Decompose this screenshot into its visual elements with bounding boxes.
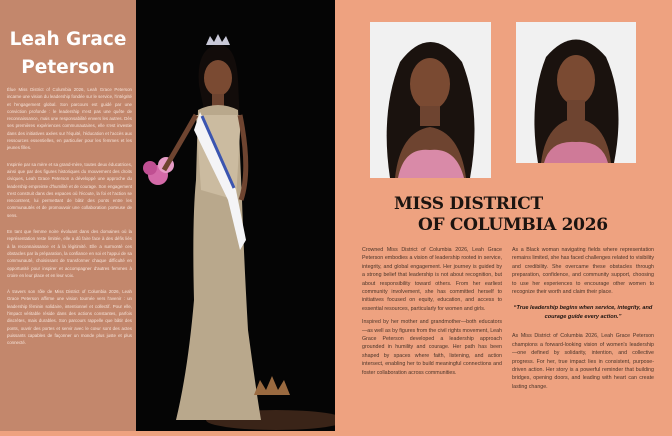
article-paragraph: As Miss District of Columbia 2026, Leah Grace Peterson champions a forward-looking vision of women's leadership—one defined by solidarity, intention, and collective progress. For her, true impact lies in consistent, purpose-driven action. Her story is a powerful reminder that building bridges, opening doors, and leading with heart can create lasting change. [512, 333, 654, 390]
article-column-2 [512, 246, 654, 396]
title-line-1: MISS DISTRICT [394, 194, 543, 214]
pull-quote: “True leadership begins when service, integrity, and courage guide every action.” [513, 305, 653, 321]
bio-paragraph: Élue Miss District of Columbia 2026, Leah Grace Peterson incarne une vision du leadership fondée sur le service, l'intégrité et l'engagement global. Son parcours est guidé par une conviction profonde : le leadership n'est pas une quête de reconnaissance, mais une responsabilité envers les autres. Dès ses premières expériences communautaires, elle s'est investie dans des initiatives axées sur l'équité, l'éducation et l'accès aux ressources essentielles, en particulier pour les femmes et les jeunes filles. [7, 87, 132, 151]
portrait-photo [370, 22, 491, 178]
portrait-photo [516, 22, 636, 163]
article-paragraph: As a Black woman navigating fields where representation remains limited, she has faced challenges related to visibility and credibility. She overcame these obstacles through preparation, confidence, and community support, choosing to use her experiences to encourage other women to recognize their worth and claim their place. [512, 247, 654, 296]
name-heading: Leah Grace Peterson [9, 29, 127, 78]
french-bio [7, 86, 132, 356]
bio-paragraph: À travers son rôle de Miss District of Columbia 2026, Leah Grace Peterson affirme une vision tournée vers l'avenir : un leadership féminin solidaire, intentionnel et collectif. Pour elle, l'impact véritable réside dans des actions constantes, parfois discrètes, mais durables. Son parcours rappelle que bâtir des ponts, ouvrir des portes et servir avec le cœur sont des actes puissants capables de façonner un monde plus juste et plus connecté. [7, 289, 132, 346]
article-paragraph: Crowned Miss District of Columbia 2026, Leah Grace Peterson embodies a vision of leadership rooted in service, integrity, and global engagement. Her journey is guided by a strong belief that leadership is not about recognition, but about responsibility toward others. From her earliest community involvement, she has committed herself to initiatives focused on equity, education, and access to essential resources, particularly for women and girls. [362, 247, 502, 312]
title-line-2: OF COLUMBIA 2026 [418, 215, 608, 235]
article-column-1 [362, 246, 502, 382]
page-title [380, 194, 640, 236]
stage-photo [136, 0, 335, 431]
bio-paragraph: En tant que femme noire évoluant dans des domaines où la représentation reste limitée, elle a dû faire face à des défis liés à la reconnaissance et à la légitimité. Elle a surmonté ces obstacles par la préparation, la confiance en soi et l'appui de sa communauté, choisissant de transformer chaque difficulté en opportunité pour inspirer et accompagner d'autres femmes à croire en leur place et en leur voix. [7, 229, 132, 278]
article-paragraph: Inspired by her mother and grandmother—both educators—as well as by figures from the civil rights movement, Leah Grace Peterson developed a leadership approach grounded in humility and courage. Her path has been shaped by spaces where faith, listening, and action intersect, enabling her to build meaningful connections and foster collaboration across communities. [362, 319, 502, 376]
left-panel [0, 0, 136, 431]
bio-paragraph: Inspirée par sa mère et sa grand-mère, toutes deux éducatrices, ainsi que par des figures historiques du mouvement des droits civiques, Leah Grace Peterson a développé une approche du leadership empreinte d'humilité et de courage. Son engagement s'est construit dans des espaces où l'écoute, la foi et l'action se rencontrent, lui permettant de bâtir des ponts entre les communautés et de promouvoir une collaboration porteuse de sens. [7, 161, 132, 218]
